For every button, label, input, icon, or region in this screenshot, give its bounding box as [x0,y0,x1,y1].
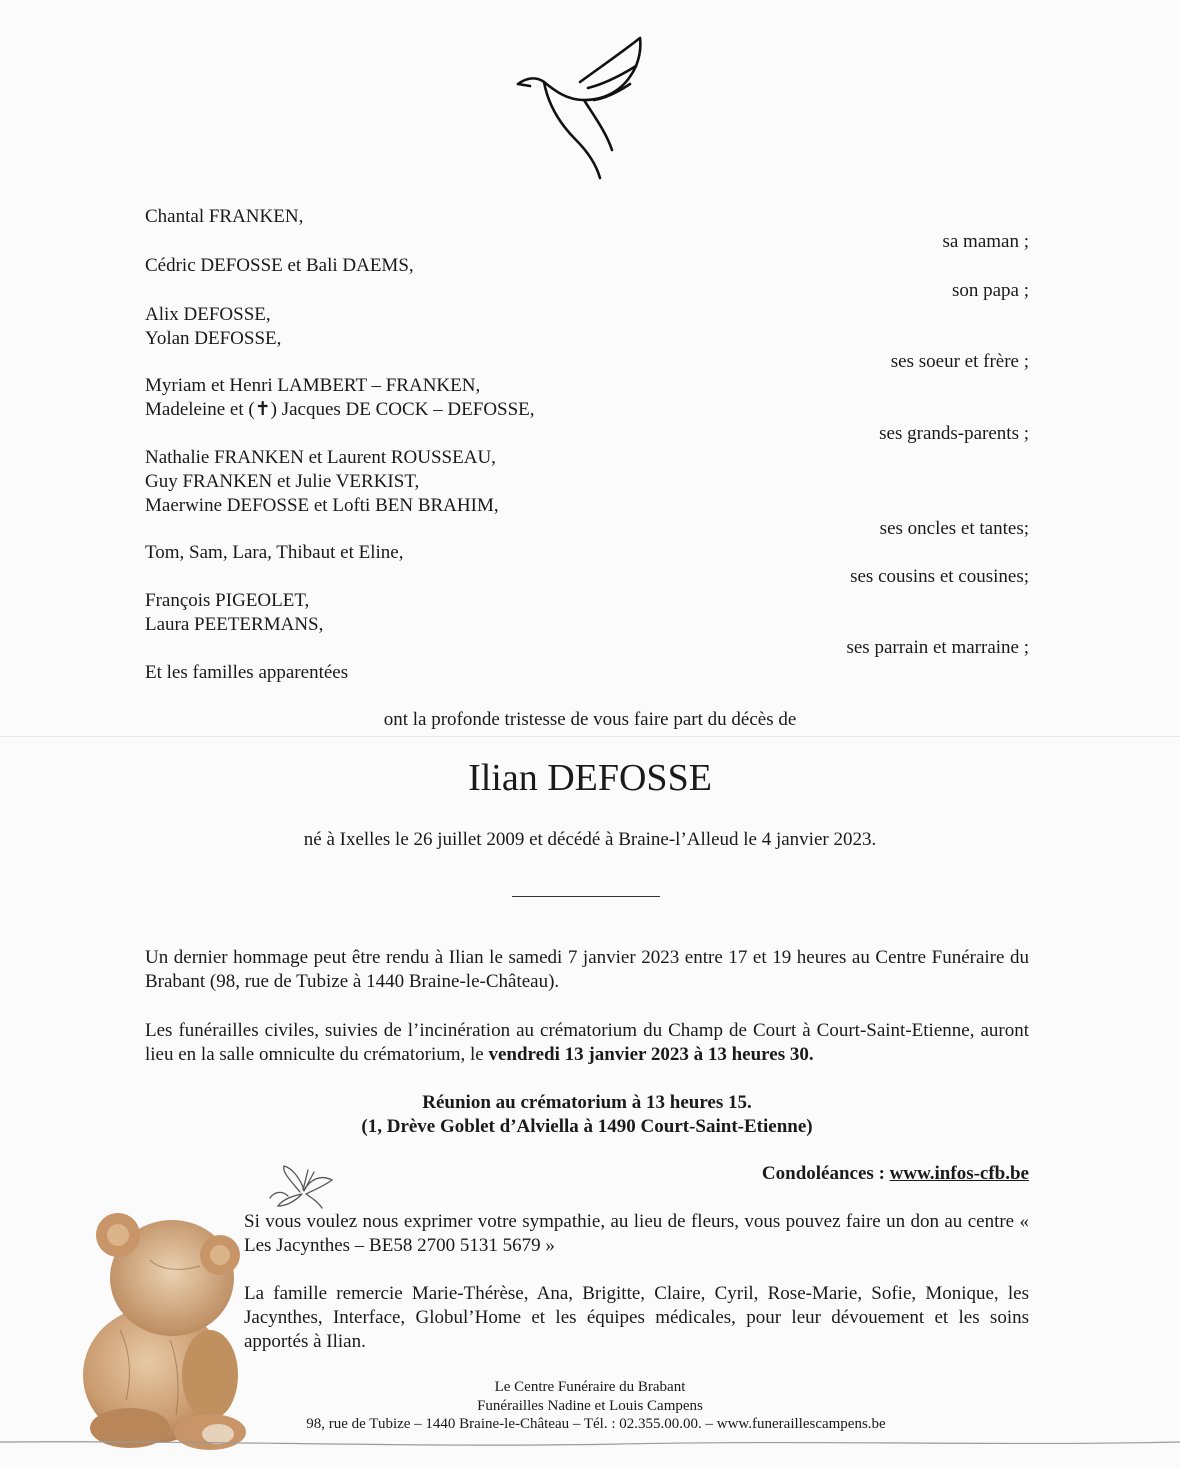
family-line-cousins: Tom, Sam, Lara, Thibaut et Eline, [145,542,404,563]
relation-maman: sa maman ; [942,231,1029,252]
family-line-francois: François PIGEOLET, [145,590,310,611]
dove-icon [510,32,650,182]
separator-rule [512,896,660,897]
reunion-time: Réunion au crématorium à 13 heures 15. [422,1092,752,1113]
ground-line [0,1430,1180,1467]
family-line-apparentees: Et les familles apparentées [145,662,349,683]
deceased-name: Ilian DEFOSSE [468,757,712,799]
hommage-paragraph: Un dernier hommage peut être rendu à Ilian le samedi 7 janvier 2023 entre 17 et 19 heures au Centre Funéraire du Brabant (98, rue de Tubize à 1440 Braine-le-Château). [145,947,1029,992]
remerciements-paragraph: La famille remercie Marie-Thérèse, Ana, Brigitte, Claire, Cyril, Rose-Marie, Sofie, Monique, les Jacynthes, Interface, Globul’Home et les équipes médicales, pour leur dévouement et les soins apportés à Ilian. [244,1283,1029,1352]
birth-death-dates: né à Ixelles le 26 juillet 2009 et décédé à Braine-l’Alleud le 4 janvier 2023. [303,829,877,850]
family-line-guy: Guy FRANKEN et Julie VERKIST, [145,471,420,492]
family-line-myriam: Myriam et Henri LAMBERT – FRANKEN, [145,375,481,396]
fold-line [0,736,1180,737]
relation-papa: son papa ; [951,280,1029,301]
condoleances-line [762,1162,1029,1186]
family-line-chantal: Chantal FRANKEN, [145,206,304,227]
footer-line-1: Le Centre Funéraire du Brabant [494,1379,686,1395]
relation-oncles-tantes: ses oncles et tantes; [879,518,1029,539]
relation-grands-parents: ses grands-parents ; [879,423,1029,444]
family-line-yolan: Yolan DEFOSSE, [145,328,282,349]
family-line-madeleine: Madeleine et (✝) Jacques DE COCK – DEFOSSE, [145,399,535,420]
reunion-address: (1, Drève Goblet d’Alviella à 1490 Court-Saint-Etienne) [361,1116,813,1137]
relation-cousins: ses cousins et cousines; [850,566,1029,587]
funerailles-text: Les funérailles civiles, suivies de l’incinération au crématorium du Champ de Court à Court-Saint-Etienne, auront lieu en la salle omniculte du crématorium, le [145,1020,1029,1065]
family-line-laura: Laura PEETERMANS, [145,614,324,635]
announcement-intro: ont la profonde tristesse de vous faire part du décès de [383,709,797,730]
condoleances-label: Condoléances : [761,1163,890,1184]
family-line-cedric: Cédric DEFOSSE et Bali DAEMS, [145,255,414,276]
teddy-bear-icon [60,1200,260,1450]
reunion-address-line [0,1115,1177,1139]
family-line-alix: Alix DEFOSSE, [145,304,271,325]
condoleances-link[interactable]: www.infos-cfb.be [889,1163,1029,1184]
reunion-line [0,1091,1177,1115]
footer-line-3: 98, rue de Tubize – 1440 Braine-le-Château – Tél. : 02.355.00.00. – www.funeraillescampens.be [306,1416,886,1432]
relation-parrain-marraine: ses parrain et marraine ; [846,637,1029,658]
footer-line-2: Funérailles Nadine et Louis Campens [477,1398,703,1414]
funerailles-date: vendredi 13 janvier 2023 à 13 heures 30. [488,1044,814,1065]
family-line-maerwine: Maerwine DEFOSSE et Lofti BEN BRAHIM, [145,495,499,516]
relation-soeur-frere: ses soeur et frère ; [890,351,1029,372]
funerailles-paragraph [145,1019,1029,1067]
sympathie-paragraph: Si vous voulez nous exprimer votre sympathie, au lieu de fleurs, vous pouvez faire un don au centre « Les Jacynthes – BE58 2700 5131 5679 » [244,1211,1029,1256]
family-line-nathalie: Nathalie FRANKEN et Laurent ROUSSEAU, [145,447,496,468]
butterfly-icon [262,1162,342,1212]
